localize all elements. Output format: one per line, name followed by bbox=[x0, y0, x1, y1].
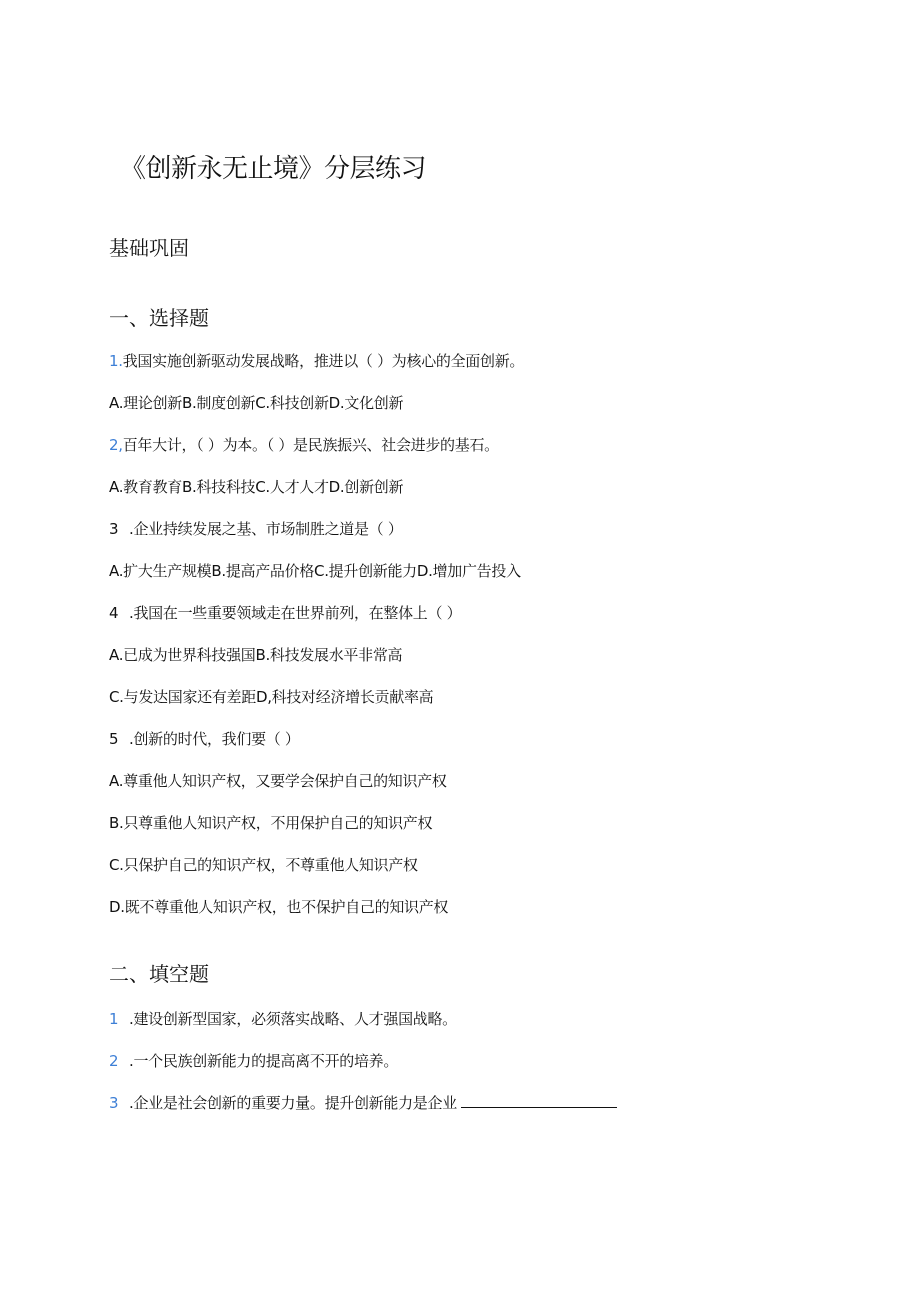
question-number: 1 bbox=[109, 1010, 119, 1028]
question-1-options: A.理论创新B.制度创新C.科技创新D.文化创新 bbox=[109, 394, 404, 412]
question-number: 5 bbox=[109, 730, 119, 748]
question-1 bbox=[109, 350, 524, 371]
section-heading-fill: 二、填空题 bbox=[109, 962, 209, 986]
question-2-options: A.教育教育B.科技科技C.人才人才D.创新创新 bbox=[109, 478, 404, 496]
question-number: 3 bbox=[109, 520, 119, 538]
question-number: 2, bbox=[109, 436, 123, 454]
section-heading-choice: 一、选择题 bbox=[109, 306, 209, 330]
question-3-options: A.扩大生产规模B.提高产品价格C.提升创新能力D.增加广告投入 bbox=[109, 562, 521, 580]
page-title: 《创新永无止境》分层练习 bbox=[120, 154, 427, 184]
question-text: .一个民族创新能力的提高离不开的培养。 bbox=[129, 1052, 399, 1070]
fill-question-1 bbox=[109, 1008, 457, 1029]
question-5-option-c: C.只保护自己的知识产权，不尊重他人知识产权 bbox=[109, 856, 418, 874]
answer-blank[interactable] bbox=[461, 1093, 617, 1108]
question-2 bbox=[109, 434, 499, 455]
question-5-option-b: B.只尊重他人知识产权，不用保护自己的知识产权 bbox=[109, 814, 433, 832]
question-4 bbox=[109, 602, 461, 623]
question-number: 3 bbox=[109, 1094, 119, 1112]
question-number: 2 bbox=[109, 1052, 119, 1070]
question-text: .我国在一些重要领域走在世界前列，在整体上（ ） bbox=[129, 604, 462, 622]
question-text: 我国实施创新驱动发展战略，推进以（ ）为核心的全面创新。 bbox=[122, 352, 525, 370]
question-4-options-2: C.与发达国家还有差距D,科技对经济增长贡献率高 bbox=[109, 688, 434, 706]
question-3 bbox=[109, 518, 403, 539]
question-text: .创新的时代，我们要（ ） bbox=[129, 730, 300, 748]
section-heading-basic: 基础巩固 bbox=[109, 236, 189, 260]
question-text: 百年大计，（ ）为本。（ ）是民族振兴、社会进步的基石。 bbox=[122, 436, 499, 454]
question-5 bbox=[109, 728, 300, 749]
fill-question-3 bbox=[109, 1092, 617, 1113]
question-number: 4 bbox=[109, 604, 119, 622]
question-5-option-d: D.既不尊重他人知识产权，也不保护自己的知识产权 bbox=[109, 898, 449, 916]
question-text: .企业持续发展之基、市场制胜之道是（ ） bbox=[129, 520, 403, 538]
question-4-options: A.已成为世界科技强国B.科技发展水平非常高 bbox=[109, 646, 403, 664]
question-number: 1. bbox=[109, 352, 123, 370]
question-text: .建设创新型国家，必须落实战略、人才强国战略。 bbox=[129, 1010, 457, 1028]
question-text: .企业是社会创新的重要力量。提升创新能力是企业 bbox=[129, 1094, 457, 1112]
question-5-option-a: A.尊重他人知识产权，又要学会保护自己的知识产权 bbox=[109, 772, 447, 790]
fill-question-2 bbox=[109, 1050, 398, 1071]
